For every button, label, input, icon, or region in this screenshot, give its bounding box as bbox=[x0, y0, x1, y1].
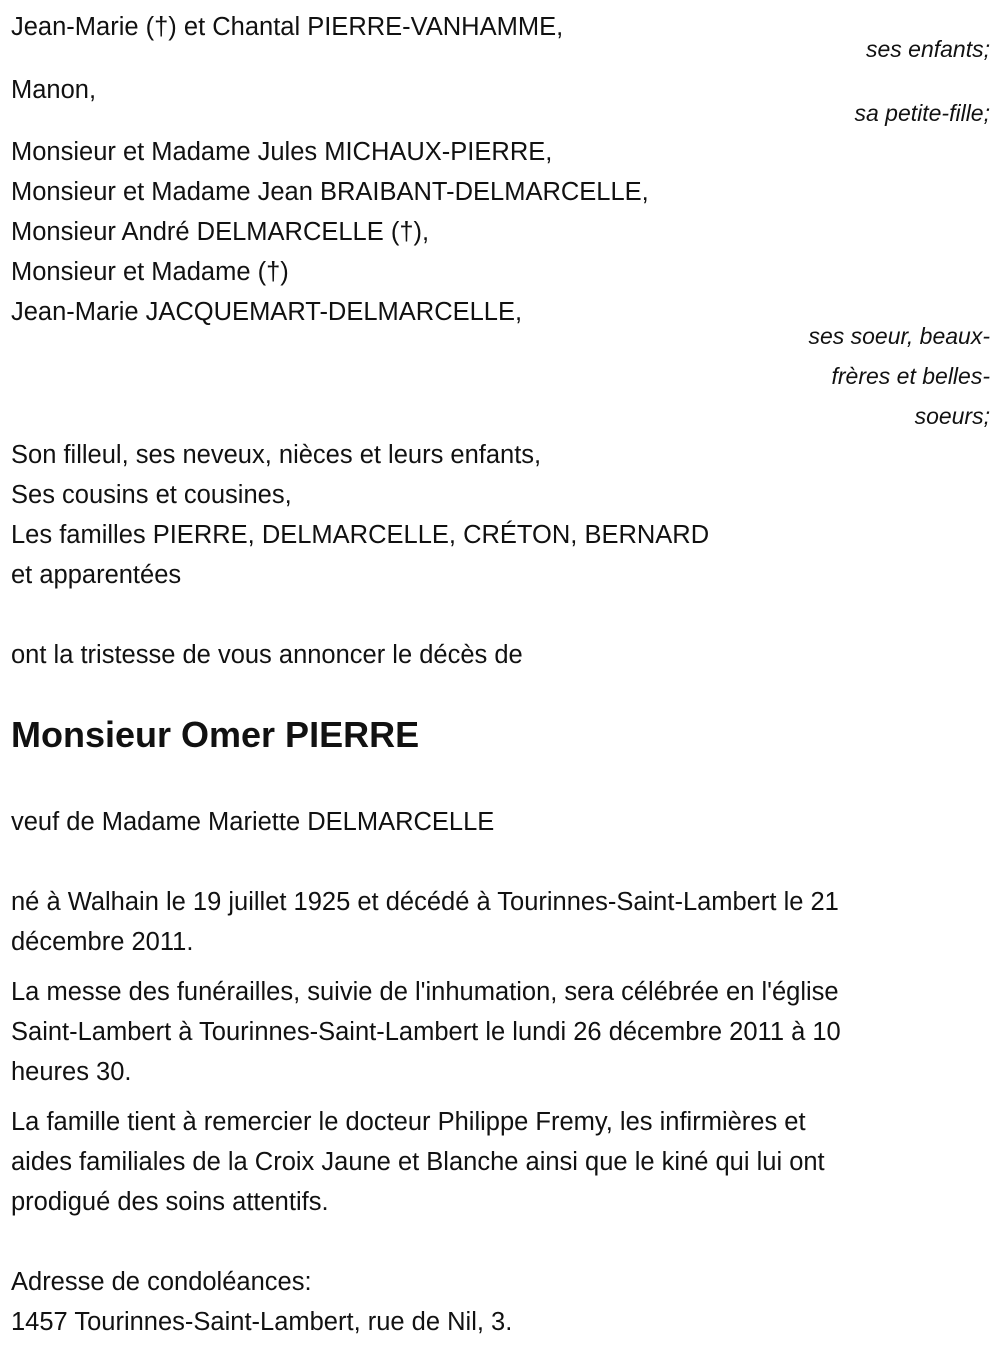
family-line: Jean-Marie (†) et Chantal PIERRE-VANHAMME, bbox=[11, 13, 564, 41]
birth-death-text: né à Walhain le 19 juillet 1925 et décédé à Tourinnes-Saint-Lambert le 21 bbox=[11, 888, 839, 916]
family-line: Manon, bbox=[11, 76, 97, 104]
relation-label: frères et belles- bbox=[831, 363, 990, 389]
thanks-text: La famille tient à remercier le docteur Philippe Fremy, les infirmières et bbox=[11, 1108, 806, 1136]
deceased-name: Monsieur Omer PIERRE bbox=[11, 714, 420, 755]
family-line: Monsieur André DELMARCELLE (†), bbox=[11, 218, 430, 246]
relation-label: ses soeur, beaux- bbox=[808, 323, 990, 349]
relation-label: ses enfants; bbox=[865, 36, 990, 62]
announcement-text: ont la tristesse de vous annoncer le décès de bbox=[11, 641, 523, 669]
thanks-text: prodigué des soins attentifs. bbox=[11, 1188, 329, 1216]
family-line: Jean-Marie JACQUEMART-DELMARCELLE, bbox=[11, 298, 523, 326]
address-value: 1457 Tourinnes-Saint-Lambert, rue de Nil, 3. bbox=[11, 1308, 513, 1336]
widower-text: veuf de Madame Mariette DELMARCELLE bbox=[11, 808, 495, 836]
funeral-text: Saint-Lambert à Tourinnes-Saint-Lambert le lundi 26 décembre 2011 à 10 bbox=[11, 1018, 841, 1046]
funeral-text: heures 30. bbox=[11, 1058, 132, 1086]
family-line: Son filleul, ses neveux, nièces et leurs enfants, bbox=[11, 441, 542, 469]
family-line: Ses cousins et cousines, bbox=[11, 481, 292, 509]
thanks-text: aides familiales de la Croix Jaune et Blanche ainsi que le kiné qui lui ont bbox=[11, 1148, 825, 1176]
family-line: Monsieur et Madame (†) bbox=[11, 258, 289, 286]
funeral-text: La messe des funérailles, suivie de l'inhumation, sera célébrée en l'église bbox=[11, 978, 839, 1006]
family-line: et apparentées bbox=[11, 561, 182, 589]
relation-label: sa petite-fille; bbox=[854, 100, 990, 126]
relation-label: soeurs; bbox=[914, 403, 990, 429]
family-line: Les familles PIERRE, DELMARCELLE, CRÉTON, BERNARD bbox=[11, 521, 710, 549]
address-label: Adresse de condoléances: bbox=[11, 1268, 312, 1296]
family-line: Monsieur et Madame Jean BRAIBANT-DELMARCELLE, bbox=[11, 178, 649, 206]
birth-death-text: décembre 2011. bbox=[11, 928, 194, 956]
family-line: Monsieur et Madame Jules MICHAUX-PIERRE, bbox=[11, 138, 553, 166]
